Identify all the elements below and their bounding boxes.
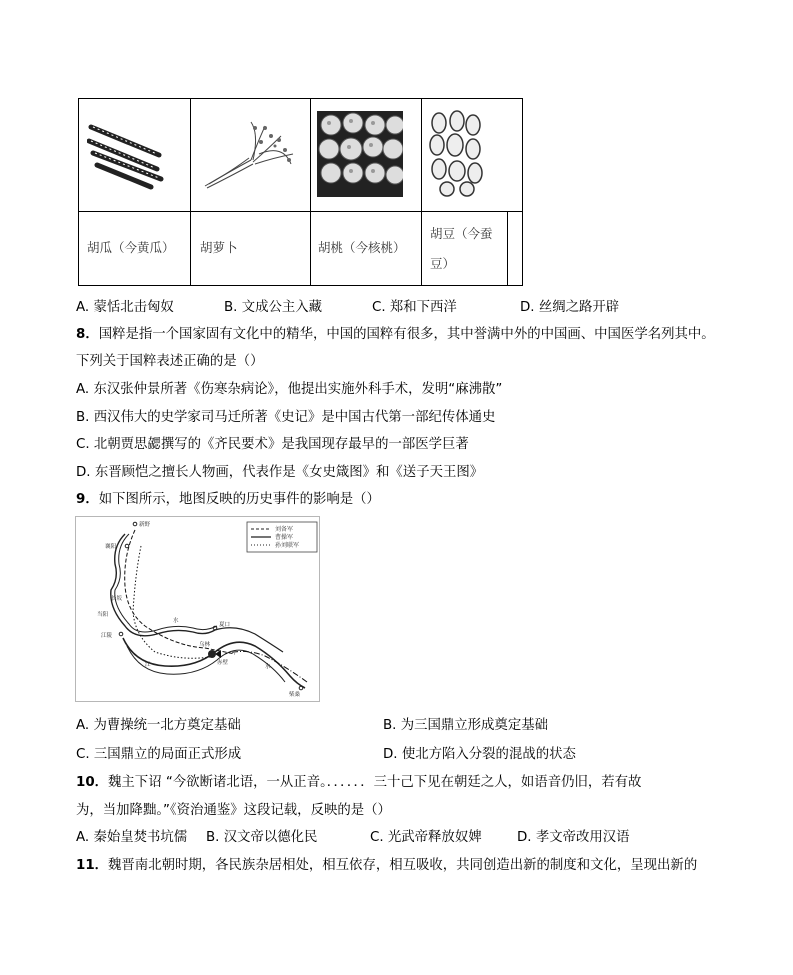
- q8-stem-line2: 下列关于国粹表述正确的是（）: [76, 354, 264, 369]
- cucumber-label: 胡瓜（今黄瓜）: [87, 240, 175, 255]
- broad-bean-label-line1: 胡豆（今蚕: [430, 226, 493, 241]
- column-divider: [310, 99, 311, 211]
- broad-bean-label-line2: 豆）: [430, 256, 456, 271]
- q9-option-d[interactable]: D. 使北方陷入分裂的混战的状态: [383, 747, 576, 762]
- food-image-table: [78, 98, 523, 286]
- column-divider: [190, 211, 191, 285]
- map-place-jiangling: 江陵: [101, 633, 113, 639]
- legend-label-1: 刘备军: [275, 526, 294, 533]
- q10-option-b[interactable]: B. 汉文帝以德化民: [206, 830, 318, 845]
- map-place-xiangyang: 襄阳: [105, 544, 117, 550]
- q9-option-a[interactable]: A. 为曹操统一北方奠定基础: [76, 718, 241, 733]
- carrot-icon: [199, 114, 299, 194]
- q8-stem-line1: 国粹是指一个国家固有文化中的精华，中国的国粹有很多，其中誉满中外的中国画、中国医学名列其中。: [98, 327, 715, 342]
- q7-option-a[interactable]: A. 蒙恬北击匈奴: [76, 300, 174, 315]
- map-place-wulin: 乌林: [199, 642, 211, 648]
- q7-option-d[interactable]: D. 丝绸之路开辟: [520, 300, 620, 315]
- column-divider: [310, 211, 311, 285]
- q9-stem-text: 如下图所示，地图反映的历史事件的影响是（）: [98, 492, 380, 507]
- map-place-chaisang: 柴桑: [289, 692, 301, 698]
- column-divider: [507, 211, 508, 285]
- q11-stem: [76, 856, 697, 876]
- q10-stem-line2: 为，当加降黜。”《资治通鉴》这段记载，反映的是（）: [76, 803, 391, 818]
- q10-option-d[interactable]: D. 孝文帝改用汉语: [517, 830, 630, 845]
- red-cliffs-battle-map: [75, 516, 320, 702]
- map-legend: [247, 522, 317, 552]
- map-river-label-3: 水: [265, 664, 271, 670]
- q8-option-b[interactable]: B. 西汉伟大的史学家司马迁所著《史记》是中国古代第一部纪传体通史: [76, 410, 496, 425]
- q9-number: 9．: [76, 492, 99, 507]
- battle-site-marker: [208, 650, 216, 658]
- map-river-label-2: 江: [145, 662, 151, 668]
- walnut-label: 胡桃（今核桃）: [318, 240, 406, 255]
- map-place-xiakou: 夏口: [219, 622, 231, 628]
- map-place-changban: 长坂: [111, 596, 123, 602]
- image-row: [79, 99, 522, 212]
- q9-option-c[interactable]: C. 三国鼎立的局面正式形成: [76, 747, 242, 762]
- q7-option-b[interactable]: B. 文成公主入藏: [224, 300, 323, 315]
- walnut-icon: [317, 111, 403, 197]
- q11-stem-text: 魏晋南北朝时期，各民族杂居相处，相互依存，相互吸收，共同创造出新的制度和文化，呈现出新的: [108, 858, 698, 873]
- column-divider: [190, 99, 191, 211]
- column-divider: [421, 211, 422, 285]
- map-place-dangyang: 当阳: [97, 612, 109, 618]
- q7-option-c[interactable]: C. 郑和下西洋: [372, 300, 457, 315]
- legend-label-2: 曹操军: [275, 534, 294, 541]
- map-place-xinye: 新野: [139, 522, 151, 528]
- cucumber-icon: [87, 117, 167, 191]
- q10-number: 10．: [76, 775, 109, 790]
- q8-option-a[interactable]: A. 东汉张仲景所著《伤寒杂病论》，他提出实施外科手术，发明“麻沸散”: [76, 382, 503, 397]
- broad-bean-icon: [427, 109, 487, 197]
- q10-option-c[interactable]: C. 光武帝释放奴婢: [370, 830, 482, 845]
- q9-option-b[interactable]: B. 为三国鼎立形成奠定基础: [383, 718, 548, 733]
- q11-number: 11．: [76, 858, 109, 873]
- carrot-label: 胡萝卜: [200, 240, 238, 255]
- label-row: [79, 211, 522, 285]
- q8-option-d[interactable]: D. 东晋顾恺之擅长人物画，代表作是《女史箴图》和《送子天王图》: [76, 465, 484, 480]
- q10-stem-line1: 魏主下诏 “今欲断诸北语，一从正音。．．．．．．三十己下见在朝廷之人，如语音仍旧，若有故: [108, 775, 642, 790]
- q8-option-c[interactable]: C. 北朝贾思勰撰写的《齐民要术》是我国现存最早的一部医学巨著: [76, 437, 469, 452]
- map-place-chibi: 赤壁: [217, 660, 229, 666]
- q8-stem: [76, 325, 715, 345]
- column-divider: [421, 99, 422, 211]
- q10-stem: [76, 773, 641, 793]
- legend-label-3: 孙刘联军: [275, 542, 300, 549]
- q8-number: 8．: [76, 327, 99, 342]
- map-river-label: 水: [173, 618, 179, 624]
- q9-stem: [76, 490, 380, 510]
- q10-option-a[interactable]: A. 秦始皇焚书坑儒: [76, 830, 188, 845]
